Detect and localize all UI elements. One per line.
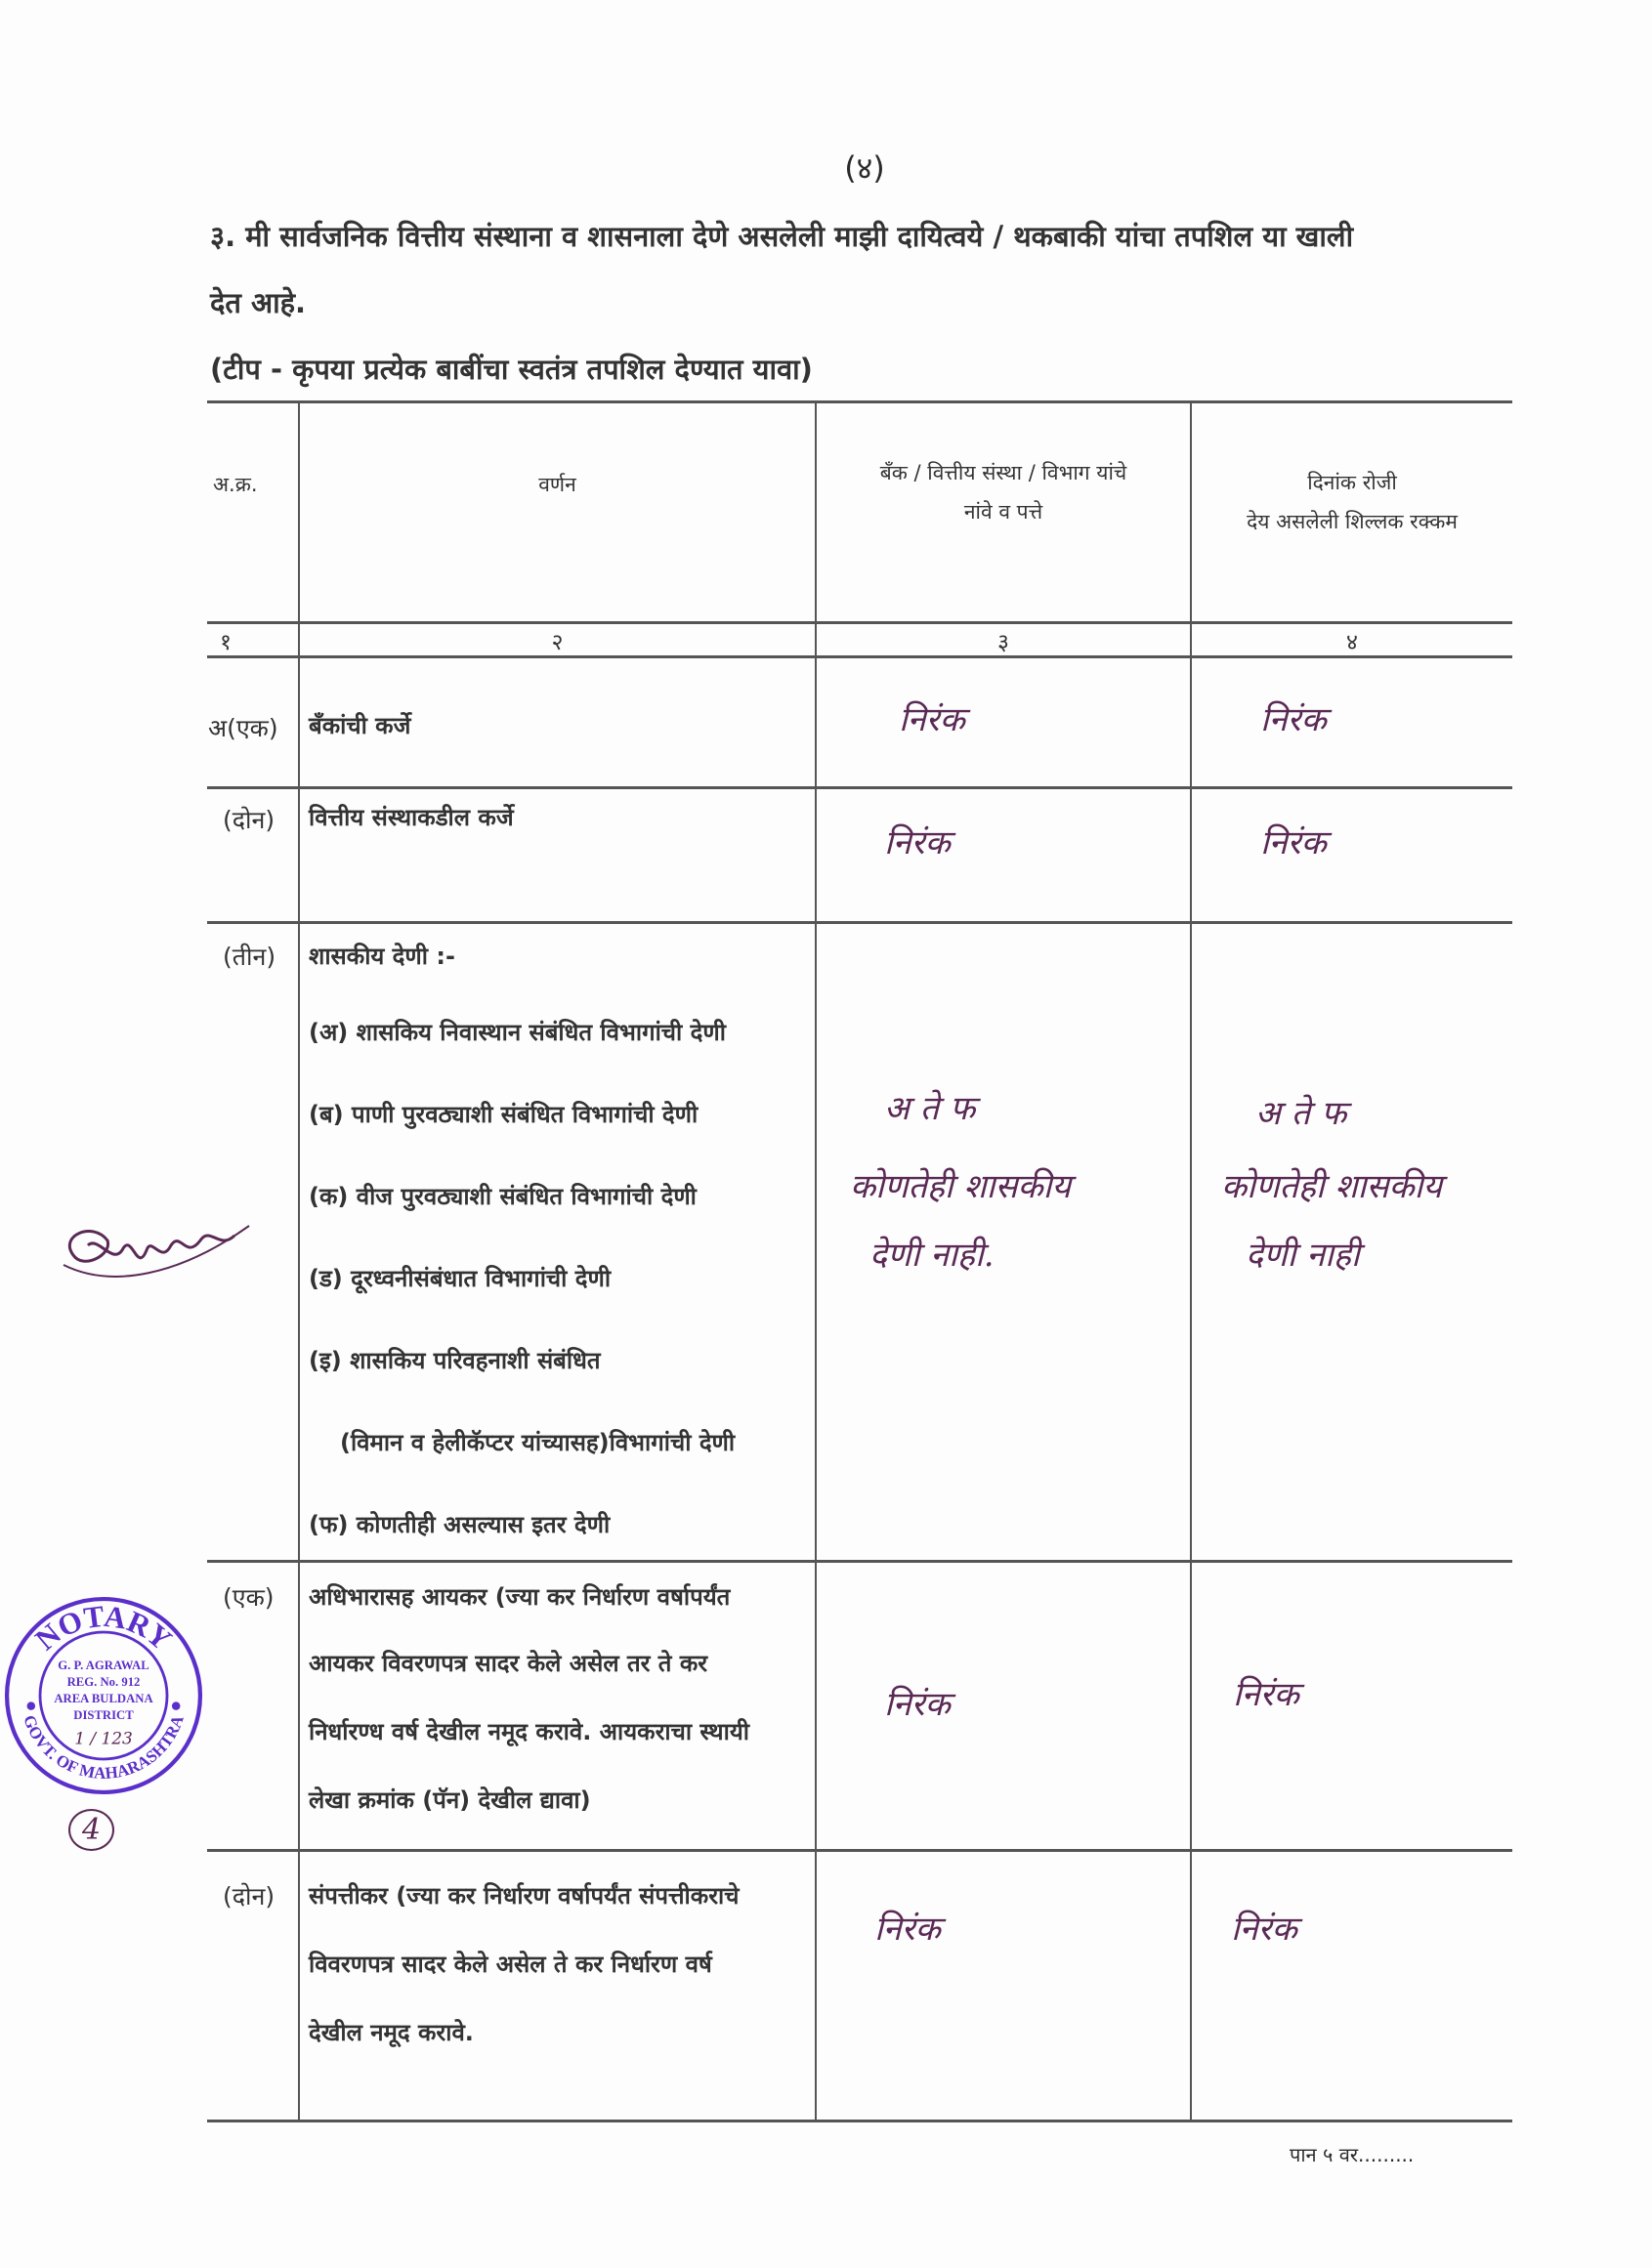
svg-text:NOTARY xyxy=(28,1599,179,1658)
row-description: आयकर विवरणपत्र सादर केले असेल तर ते कर xyxy=(309,1650,708,1677)
table-rule xyxy=(207,400,1512,403)
header-line: दिनांक रोजी xyxy=(1307,471,1397,494)
table-rule xyxy=(207,1560,1512,1563)
table-rule xyxy=(207,921,1512,924)
stamp-bottom: GOVT. OF MAHARASHTRA xyxy=(20,1712,188,1784)
continued-footer: पान ५ वर......... xyxy=(1290,2143,1415,2166)
header-serial: अ.क्र. xyxy=(213,473,258,496)
header-balance xyxy=(1192,463,1512,541)
row-description: वित्तीय संस्थाकडील कर्जे xyxy=(309,804,514,831)
row-description: अधिभारासह आयकर (ज्या कर निर्धारण वर्षापर्यंत xyxy=(309,1583,731,1611)
column-number: २ xyxy=(551,630,564,655)
intro-note: (टीप - कृपया प्रत्येक बाबींचा स्वतंत्र तपशिल देण्यात यावा) xyxy=(210,353,813,386)
row-description: (इ) शासकिय परिवहनाशी संबंधित xyxy=(309,1347,601,1374)
handwritten-entry: निरंक xyxy=(899,700,965,739)
handwritten-entry: अ ते फ xyxy=(1255,1094,1347,1133)
handwritten-entry: कोणतेही शासकीय xyxy=(1221,1167,1443,1206)
stamp-handwritten: 1 / 123 xyxy=(74,1728,133,1748)
row-description: (विमान व हेलीकॅप्टर यांच्यासह)विभागांची देणी xyxy=(340,1429,736,1456)
stamp-line: DISTRICT xyxy=(73,1708,134,1723)
column-number: १ xyxy=(220,630,232,655)
row-serial: (दोन) xyxy=(223,1882,275,1911)
row-description: शासकीय देणी :- xyxy=(309,943,455,970)
handwritten-entry: निरंक xyxy=(874,1910,941,1949)
header-line: देय असलेली शिल्लक रक्कम xyxy=(1247,510,1458,533)
row-description: (फ) कोणतीही असल्यास इतर देणी xyxy=(309,1511,611,1538)
table-rule xyxy=(207,1849,1512,1852)
handwritten-entry: निरंक xyxy=(884,1685,951,1724)
column-divider xyxy=(298,400,300,2121)
stamp-handwritten-number: 4 xyxy=(68,1809,114,1851)
notary-stamp xyxy=(0,1592,207,1799)
handwritten-entry: देणी नाही xyxy=(1246,1236,1360,1275)
row-description: (ब) पाणी पुरवठ्याशी संबंधित विभागांची देणी xyxy=(309,1101,699,1128)
signature-image xyxy=(54,1197,259,1304)
column-number: ४ xyxy=(1346,630,1358,655)
handwritten-entry: निरंक xyxy=(884,823,951,862)
row-serial: (तीन) xyxy=(223,943,276,971)
row-serial: (एक) xyxy=(223,1583,275,1612)
page-number: (४) xyxy=(844,149,885,187)
row-serial: अ(एक) xyxy=(208,714,278,742)
row-description: संपत्तीकर (ज्या कर निर्धारण वर्षापर्यंत संपत्तीकराचे xyxy=(309,1882,740,1910)
header-line: नांवे व पत्ते xyxy=(963,500,1043,524)
header-bank-names xyxy=(817,453,1190,531)
row-description: निर्धारण्ध वर्ष देखील नमूद करावे. आयकराचा स्थायी xyxy=(309,1718,749,1745)
column-divider xyxy=(1190,400,1192,2121)
table-rule xyxy=(207,2120,1512,2122)
handwritten-entry: निरंक xyxy=(1233,1675,1299,1714)
stamp-title: NOTARY xyxy=(28,1598,179,1658)
handwritten-entry: अ ते फ xyxy=(884,1089,976,1128)
table-rule xyxy=(207,786,1512,789)
stamp-line: G. P. AGRAWAL xyxy=(58,1659,149,1673)
row-description: (ड) दूरध्वनीसंबंधात विभागांची देणी xyxy=(309,1265,612,1292)
intro-line-2: देत आहे. xyxy=(210,286,307,319)
stamp-line: REG. No. 912 xyxy=(66,1675,141,1690)
handwritten-entry: निरंक xyxy=(1260,823,1327,862)
handwritten-entry: कोणतेही शासकीय xyxy=(850,1167,1072,1206)
handwritten-entry: निरंक xyxy=(1231,1910,1297,1949)
handwritten-entry: निरंक xyxy=(1260,700,1327,739)
table-rule xyxy=(207,621,1512,624)
column-divider xyxy=(815,400,817,2121)
header-line: बँक / वित्तीय संस्था / विभाग यांचे xyxy=(879,461,1127,484)
column-number: ३ xyxy=(997,630,1009,655)
intro-line-1: ३. मी सार्वजनिक वित्तीय संस्थाना व शासनाला देणे असलेली माझी दायित्वये / थकबाकी यांचा तपशिल या खाली xyxy=(210,220,1354,253)
stamp-line: AREA BULDANA xyxy=(54,1692,153,1706)
handwritten-entry: देणी नाही. xyxy=(869,1236,995,1275)
row-description: देखील नमूद करावे. xyxy=(309,2019,474,2046)
row-description: बँकांची कर्जे xyxy=(309,712,411,739)
row-description: लेखा क्रमांक (पॅन) देखील द्यावा) xyxy=(309,1786,591,1814)
row-description: विवरणपत्र सादर केले असेल ते कर निर्धारण वर्ष xyxy=(309,1951,712,1978)
row-description: (अ) शासकिय निवास्थान संबंधित विभागांची देणी xyxy=(309,1019,726,1046)
header-description: वर्णन xyxy=(538,473,576,496)
row-serial: (दोन) xyxy=(223,806,275,834)
row-description: (क) वीज पुरवठ्याशी संबंधित विभागांची देणी xyxy=(309,1183,697,1210)
